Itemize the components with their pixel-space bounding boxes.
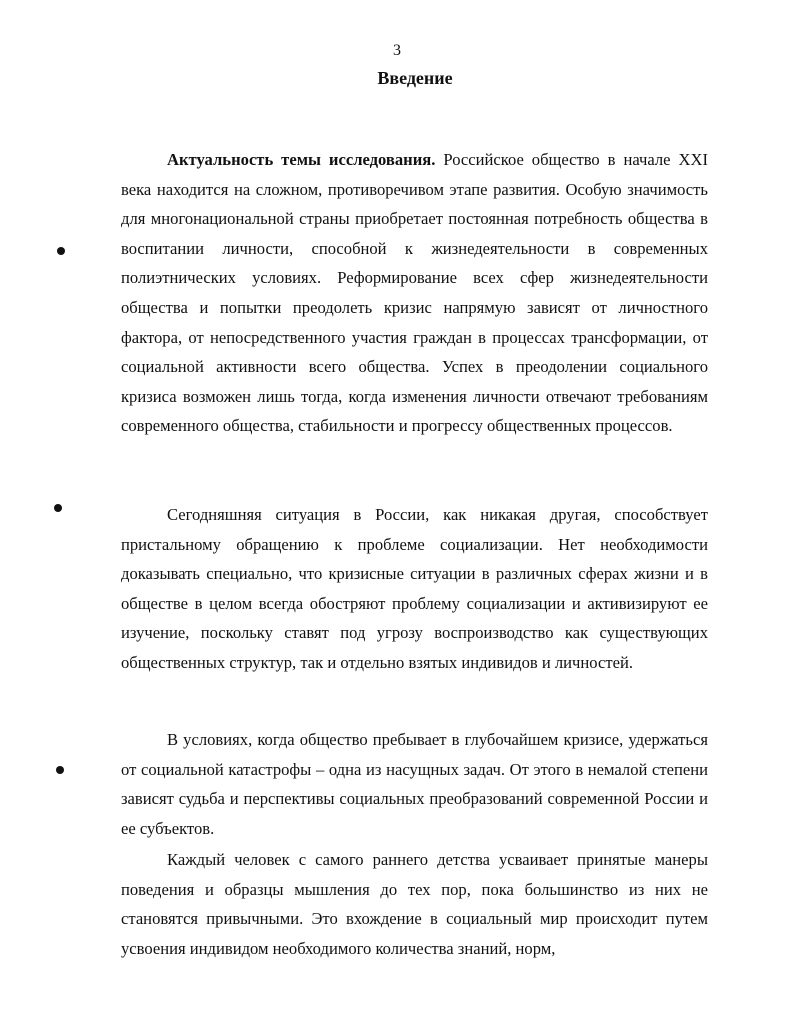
margin-bullet-dot [54,504,62,512]
paragraph-crisis-conditions [121,725,708,843]
paragraph-text: Российское общество в начале XXI века находится на сложном, противоречивом этапе развития. Особую значимость для многонациональной страны приобретает постоянная потребность общества в воспитании личности, способной к жизнедеятельности в современных полиэтнических условиях. Реформирование всех сфер жизнедеятельности общества и попытки преодолеть кризис напрямую зависят от личностного фактора, от непосредственного участия граждан в процессах трансформации, от социальной активности всего общества. Успех в преодолении социального кризиса возможен лишь тогда, когда изменения личности отвечают требованиям современного общества, стабильности и прогрессу общественных процессов. [121,150,708,436]
margin-bullet-dot [56,766,64,774]
paragraph-lead: Актуальность темы исследования. [167,150,436,169]
paragraph-text: В условиях, когда общество пребывает в глубочайшем кризисе, удержаться от социальной катастрофы – одна из насущных задач. От этого в немалой степени зависят судьба и перспективы социальных преобразований современной России и ее субъектов. [121,730,708,838]
page-title: Введение [377,68,453,88]
page-number: 3 [393,42,401,59]
paragraph-text: Сегодняшняя ситуация в России, как никакая другая, способствует пристальному обращению к проблеме социализации. Нет необходимости доказывать специально, что кризисные ситуации в различных сферах жизни и в обществе в целом всегда обостряют проблему социализации и активизируют ее изучение, поскольку ставят под угрозу воспроизводство как существующих общественных структур, так и отдельно взятых индивидов и личностей. [121,505,708,672]
paragraph-relevance [121,145,708,441]
paragraph-text: Каждый человек с самого раннего детства усваивает принятые манеры поведения и образцы мышления до тех пор, пока большинство из них не становятся привычными. Это вхождение в социальный мир происходит путем усвоения индивидом необходимого количества знаний, норм, [121,850,708,958]
paragraph-early-childhood [121,845,708,963]
margin-bullet-dot [57,247,65,255]
paragraph-current-situation [121,500,708,678]
